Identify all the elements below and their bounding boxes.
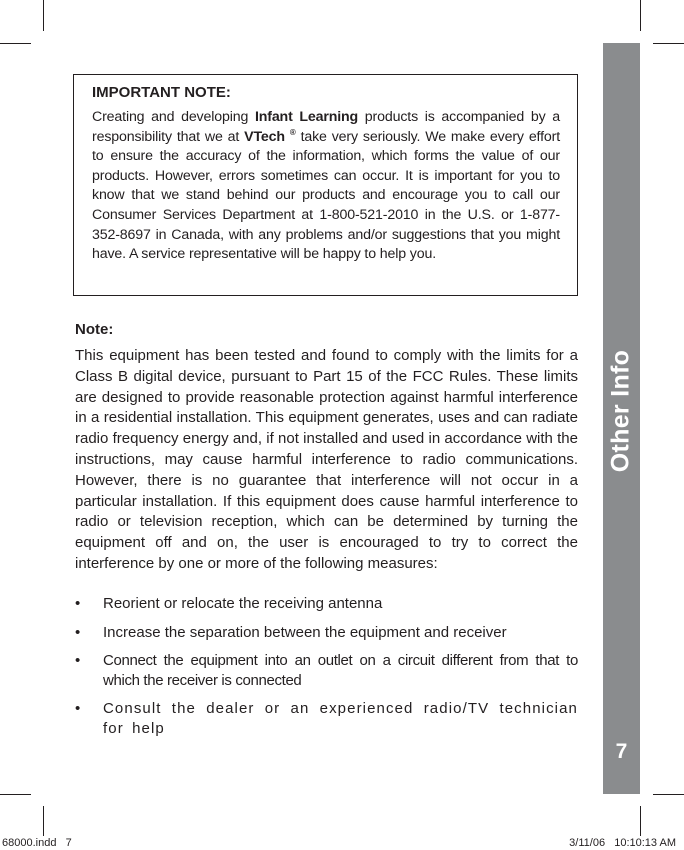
crop-mark-top-right-v (640, 0, 641, 31)
note-body: This equipment has been tested and found to comply with the limits for a Class B digital device, pursuant to Part 15 of the FCC Rules. These limits are designed to provide reasonable protection against harmful interference in a residential installation. This equipment generates, uses and can radiate radio frequency energy and, if not installed and used in accordance with the instructions, may cause harmful interference to radio communications. However, there is no guarantee that interference will not occur in a particular installation. If this equipment does cause harmful interference to radio or television reception, which can be determined by turning the equipment off and on, the user is encouraged to try to correct the interference by one or more of the following measures: (75, 347, 578, 572)
list-item-text: Consult the dealer or an experienced radio/TV technician for help (103, 700, 578, 737)
crop-mark-bottom-left-v (43, 806, 44, 836)
important-note-text-part: take very seriously. We make every effort to ensure the accuracy of the information, which forms the value of our products. However, errors sometimes can occur. It is important for you to know that we stand behind our products and encourage you to call our Consumer Services Department at 1-800-521-2010 in the U.S. or 1-877-352-8697 in Canada, with any problems and/or suggestions that you might have. A service representative will be happy to help you. (92, 128, 560, 263)
brand-infant-learning: Infant Learning (254, 109, 359, 125)
crop-mark-top-left-h (0, 43, 31, 44)
crop-mark-top-left-v (43, 0, 44, 31)
bullet: • (75, 652, 80, 669)
crop-mark-bottom-right-h (653, 794, 684, 795)
side-tab-label: Other Info (606, 349, 635, 473)
list-item (75, 623, 578, 643)
footer-timestamp: 3/11/06 10:10:13 AM (569, 837, 676, 849)
important-note-text (92, 108, 560, 265)
crop-mark-bottom-left-h (0, 794, 31, 795)
note-title: Note: (75, 321, 114, 338)
brand-vtech: VTech (244, 128, 285, 145)
list-item (75, 594, 578, 614)
list-item-text: Increase the separation between the equipment and receiver (103, 623, 507, 641)
list-item (75, 651, 578, 690)
bullet: • (75, 623, 81, 641)
list-item-text: Connect the equipment into an outlet on a circuit different from that to which the receiver is connected (103, 652, 578, 689)
registered-mark: ® (289, 127, 296, 137)
list-item (75, 699, 578, 738)
bullet: • (75, 595, 81, 612)
crop-mark-top-right-h (653, 43, 684, 44)
footer-file-info: 68000.indd 7 (2, 837, 72, 849)
measures-list (75, 594, 578, 747)
bullet: • (75, 700, 81, 717)
page-number: 7 (615, 740, 628, 763)
important-note-title: IMPORTANT NOTE: (92, 84, 231, 101)
important-note-text-part: Creating and developing (92, 109, 255, 125)
list-item-text: Reorient or relocate the receiving antenna (103, 595, 383, 612)
crop-mark-bottom-right-v (640, 806, 641, 836)
important-note-box (73, 74, 578, 296)
important-note-text-part: products is accompanied by a responsibility that we at (92, 109, 560, 145)
